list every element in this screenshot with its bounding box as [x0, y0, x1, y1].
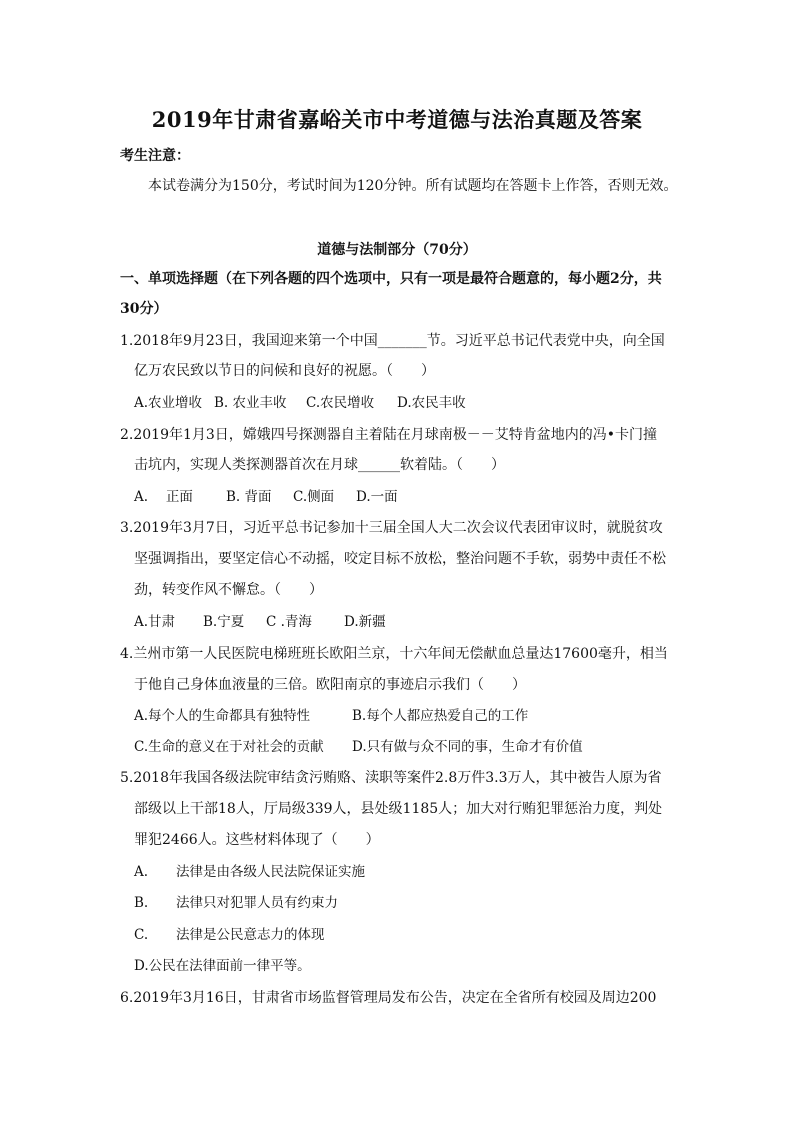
- question-4-option-d: D.只有做与众不同的事，生命才有价值: [352, 739, 583, 755]
- question-3-option-b: B.宁夏: [203, 614, 245, 630]
- question-1-line-2: 亿万农民致以节日的问候和良好的祝愿。（ ）: [134, 363, 435, 379]
- question-2-line-1: 2.2019年1月3日，嫦娥四号探测器自主着陆在月球南极－－艾特肯盆地内的冯•卡门撞: [120, 427, 658, 443]
- question-1-option-c: C.农民增收: [306, 395, 375, 411]
- question-1-option-a: A.农业增收: [134, 395, 203, 411]
- section-title: 道德与法制部分（70分）: [317, 242, 477, 258]
- question-4-option-c: C.生命的意义在于对社会的贡献: [134, 739, 324, 755]
- notice-text: 本试卷满分为150分，考试时间为120分钟。所有试题均在答题卡上作答，否则无效。: [148, 178, 678, 194]
- question-1-option-b: B. 农业丰收: [214, 395, 287, 411]
- question-5-option-a-text: 法律是由各级人民法院保证实施: [176, 864, 365, 880]
- question-3-option-a: A.甘肃: [134, 614, 176, 630]
- question-2-option-b: B. 背面: [226, 489, 272, 505]
- question-4-line-1: 4.兰州市第一人民医院电梯班班长欧阳兰京，十六年间无偿献血总量达17600毫升，相当: [120, 646, 668, 662]
- question-3-option-c: C .青海: [266, 614, 312, 630]
- question-3-line-1: 3.2019年3月7日，习近平总书记参加十三届全国人大二次会议代表团审议时，就脱贫攻: [120, 520, 663, 536]
- question-5-option-d: D.公民在法律面前一律平等。: [134, 958, 311, 974]
- question-4-option-b: B.每个人都应热爱自己的工作: [352, 708, 529, 724]
- question-1-option-d: D.农民丰收: [397, 395, 466, 411]
- question-1-line-1: 1.2018年9月23日，我国迎来第一个中国_______节。习近平总书记代表党中央，向全国: [120, 333, 665, 349]
- question-2-option-d: D.一面: [356, 489, 398, 505]
- question-5-option-b-letter: B.: [134, 895, 149, 911]
- question-6-line-1: 6.2019年3月16日，甘肃省市场监督管理局发布公告，决定在全省所有校园及周边200: [120, 990, 657, 1006]
- question-5-option-a-letter: A.: [134, 864, 149, 880]
- question-5-option-b-text: 法律只对犯罪人员有约束力: [176, 895, 338, 911]
- question-3-line-3: 劲，转变作风不懈怠。（ ）: [134, 582, 323, 598]
- question-3-line-2: 坚强调指出，要坚定信心不动摇，咬定目标不放松，整治问题不手软，弱势中责任不松: [134, 551, 666, 567]
- question-5-line-1: 5.2018年我国各级法院审结贪污贿赂、渎职等案件2.8万件3.3万人，其中被告人原为省: [120, 770, 662, 786]
- notice-heading: 考生注意：: [120, 148, 190, 164]
- question-3-option-d: D.新疆: [344, 614, 386, 630]
- question-2-line-2: 击坑内，实现人类探测器首次在月球______软着陆。（ ）: [134, 457, 505, 473]
- question-5-option-c-text: 法律是公民意志力的体现: [176, 927, 325, 943]
- question-2-option-a: A. 正面: [134, 489, 193, 505]
- question-4-option-a: A.每个人的生命都具有独特性: [134, 708, 311, 724]
- question-2-option-c: C.侧面: [293, 489, 335, 505]
- question-4-line-2: 于他自己身体血液量的三倍。欧阳南京的事迹启示我们（ ）: [134, 677, 526, 693]
- question-5-line-3: 罪犯2466人。这些材料体现了（ ）: [134, 832, 380, 848]
- question-5-line-2: 部级以上干部18人，厅局级339人，县处级1185人；加大对行贿犯罪惩治力度，判处: [134, 801, 663, 817]
- part-heading-line-2: 30分）: [120, 301, 168, 317]
- question-5-option-c-letter: C.: [134, 927, 149, 943]
- page-title: 2019年甘肃省嘉峪关市中考道德与法治真题及答案: [151, 107, 643, 132]
- part-heading-line-1: 一、单项选择题（在下列各题的四个选项中，只有一项是最符合题意的，每小题2分，共: [120, 271, 662, 287]
